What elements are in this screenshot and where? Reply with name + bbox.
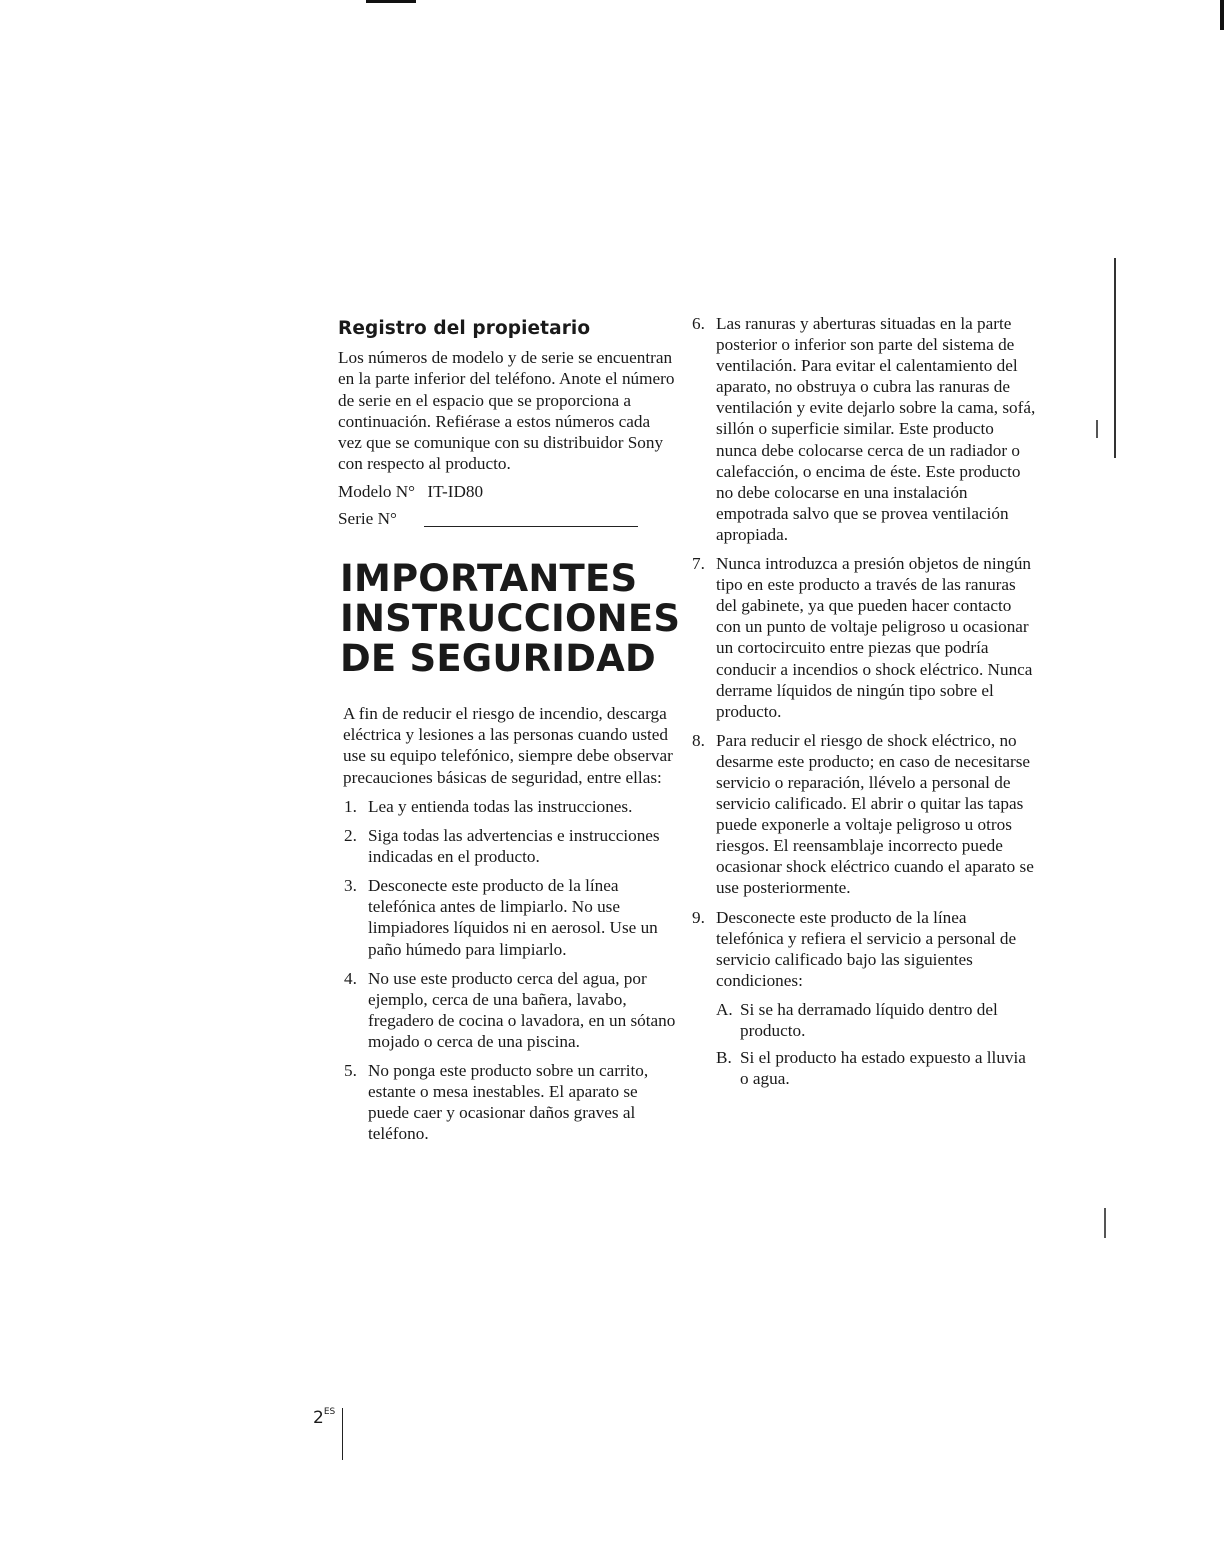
item-number: 3. [344,876,357,896]
scan-mark-right-edge [1220,0,1224,30]
sub-list-item [716,1047,1037,1089]
item-text: Siga todas las advertencias e instrucciones indicadas en el producto. [368,826,660,867]
sub-list [716,999,1037,1089]
list-item [344,968,678,1052]
item-text: No ponga este producto sobre un carrito, estante o mesa inestables. El aparato se puede caer y ocasionar daños graves al teléfono. [368,1061,649,1144]
item-text: Desconecte este producto de la línea telefónica y refiera el servicio a personal de servicio calificado bajo las siguientes condiciones: [716,907,1017,990]
list-item [344,875,678,959]
safety-title-line2: INSTRUCCIONES [340,596,681,640]
sub-item-letter: A. [716,999,733,1019]
page-number-rule [342,1408,343,1460]
list-item [692,907,1037,1090]
sub-item-letter: B. [716,1048,732,1068]
scan-mark-right-rule [1114,258,1116,458]
item-number: 7. [692,554,705,574]
item-text: Nunca introduzca a presión objetos de ningún tipo en este producto a través de las ranuras del gabinete, ya que pueden hacer contacto con un punto de voltaje peligroso u ocasionar un cortocircuito entre piezas que podría conducir a incendios o shock eléctrico. Nunca derrame líquidos de ningún tipo sobre el producto. [716,554,1033,721]
scan-mark-top [366,0,416,3]
item-number: 5. [344,1061,357,1080]
list-item [344,1060,678,1144]
item-text: Desconecte este producto de la línea telefónica antes de limpiarlo. No use limpiadores líquidos ni en aerosol. Use un paño húmedo para limpiarlo. [368,876,658,959]
owner-record-text: Los números de modelo y de serie se encuentran en la parte inferior del teléfono. Anote el número de serie en el espacio que se proporciona a continuación. Refiérase a estos números cada vez que se comunique con su distribuidor Sony con respecto al producto. [338,348,675,474]
item-number: 9. [692,907,705,927]
scan-mark-right-lower [1104,1208,1106,1238]
sub-item-text: Si el producto ha estado expuesto a lluvia o agua. [740,1048,1026,1089]
sub-list-item [716,999,1037,1041]
item-number: 4. [344,968,357,988]
model-label: Modelo N° [338,481,416,501]
safety-list-left [338,796,678,1144]
item-text: Para reducir el riesgo de shock eléctrico, no desarme este producto; en caso de necesitarse servicio o reparación, llévelo a personal de servicio calificado. El abrir o quitar las tapas puede exponerle a voltaje peligroso u otros riesgos. El reensamblaje incorrecto puede ocasionar shock eléctrico cuando el aparato se use posteriormente. [716,730,1034,898]
safety-list-right [692,313,1037,1089]
safety-title [340,556,681,680]
list-item [344,796,678,817]
right-column [692,313,1037,1089]
list-item [344,825,678,867]
list-item [692,553,1037,722]
safety-intro: A fin de reducir el riesgo de incendio, descarga eléctrica y lesiones a las personas cuando usted use su equipo telefónico, siempre debe observar precauciones básicas de seguridad, entre ellas: [343,703,673,787]
page-number [313,1408,335,1428]
sub-item-text: Si se ha derramado líquido dentro del producto. [740,999,998,1040]
scan-mark-right-tick [1096,420,1098,438]
item-text: Lea y entienda todas las instrucciones. [368,796,633,816]
model-value: IT-ID80 [427,481,484,501]
safety-title-line3: DE SEGURIDAD [340,636,656,680]
serial-row [338,508,678,529]
list-item [692,313,1037,545]
item-number: 8. [692,730,705,750]
item-number: 2. [344,826,357,846]
serial-blank-line [424,526,638,527]
owner-record-heading: Registro del propietario [338,318,591,339]
list-item [692,730,1037,899]
item-number: 6. [692,314,705,333]
left-column [338,318,681,1144]
item-text: No use este producto cerca del agua, por ejemplo, cerca de una bañera, lavabo, fregadero de cocina o lavadora, en un sótano mojado o cerca de una piscina. [368,968,676,1051]
page-number-value: 2 [313,1408,324,1428]
item-number: 1. [344,796,357,816]
safety-title-line1: IMPORTANTES [340,556,638,600]
page-number-suffix: ES [323,1407,336,1418]
item-text: Las ranuras y aberturas situadas en la parte posterior o inferior son parte del sistema de ventilación. Para evitar el calentamiento del aparato, no obstruya o cubra las ranuras de ventilación y evite dejarlo sobre la cama, sofá, sillón o superficie similar. Este producto nunca debe colocarse cerca de un radiador o calefacción, o encima de éste. Este producto no debe colocarse en una instalación empotrada salvo que se provea ventilación apropiada. [716,314,1036,544]
model-row [338,481,678,502]
serial-label: Serie N° [338,508,397,528]
